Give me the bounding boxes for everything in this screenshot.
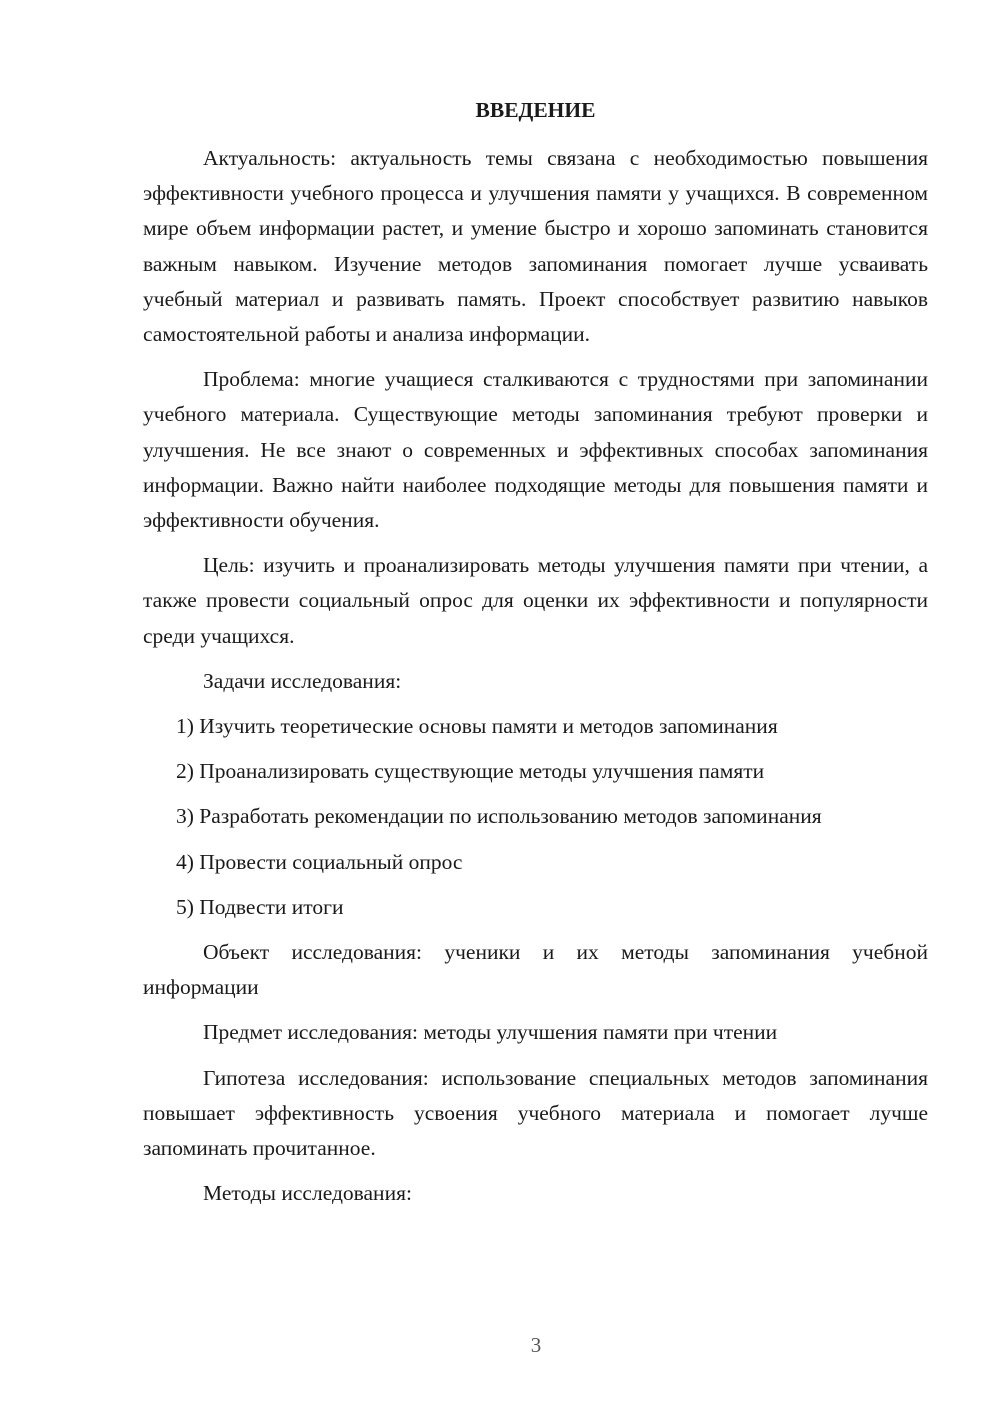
task-item-4: 4) Провести социальный опрос — [176, 849, 463, 874]
task-item-2: 2) Проанализировать существующие методы улучшения памяти — [176, 759, 765, 784]
task-item-1: 1) Изучить теоретические основы памяти и методов запоминания — [176, 714, 778, 739]
task-item-3: 3) Разработать рекомендации по использованию методов запоминания — [176, 804, 822, 829]
task-item-5: 5) Подвести итоги — [176, 894, 344, 919]
paragraph-subject: Предмет исследования: методы улучшения памяти при чтении — [203, 1020, 778, 1045]
paragraph-hypothesis: Гипотеза исследования: использование специальных методов запоминания повышает эффективность усвоения учебного материала и помогает лучше запоминать прочитанное. — [143, 1065, 928, 1161]
tasks-heading: Задачи исследования: — [203, 668, 402, 693]
section-title: ВВЕДЕНИЕ — [475, 98, 596, 122]
methods-heading: Методы исследования: — [203, 1181, 412, 1206]
paragraph-relevance: Актуальность: актуальность темы связана с необходимостью повышения эффективности учебного процесса и улучшения памяти у учащихся. В современном мире объем информации растет, и умение быстро и хорошо запоминать становится важным навыком. Изучение методов запоминания помогает лучше усваивать учебный материал и развивать память. Проект способствует развитию навыков самостоятельной работы и анализа информации. — [143, 146, 928, 347]
page-number: 3 — [530, 1333, 542, 1357]
document-page — [143, 95, 928, 1221]
paragraph-problem: Проблема: многие учащиеся сталкиваются с трудностями при запоминании учебного материала. Существующие методы запоминания требуют проверки и улучшения. Не все знают о современных и эффективных способах запоминания информации. Важно найти наиболее подходящие методы для повышения памяти и эффективности обучения. — [143, 367, 928, 533]
paragraph-goal: Цель: изучить и проанализировать методы улучшения памяти при чтении, а также провести социальный опрос для оценки их эффективности и популярности среди учащихся. — [143, 553, 928, 648]
paragraph-object: Объект исследования: ученики и их методы запоминания учебной информации — [143, 940, 928, 1000]
